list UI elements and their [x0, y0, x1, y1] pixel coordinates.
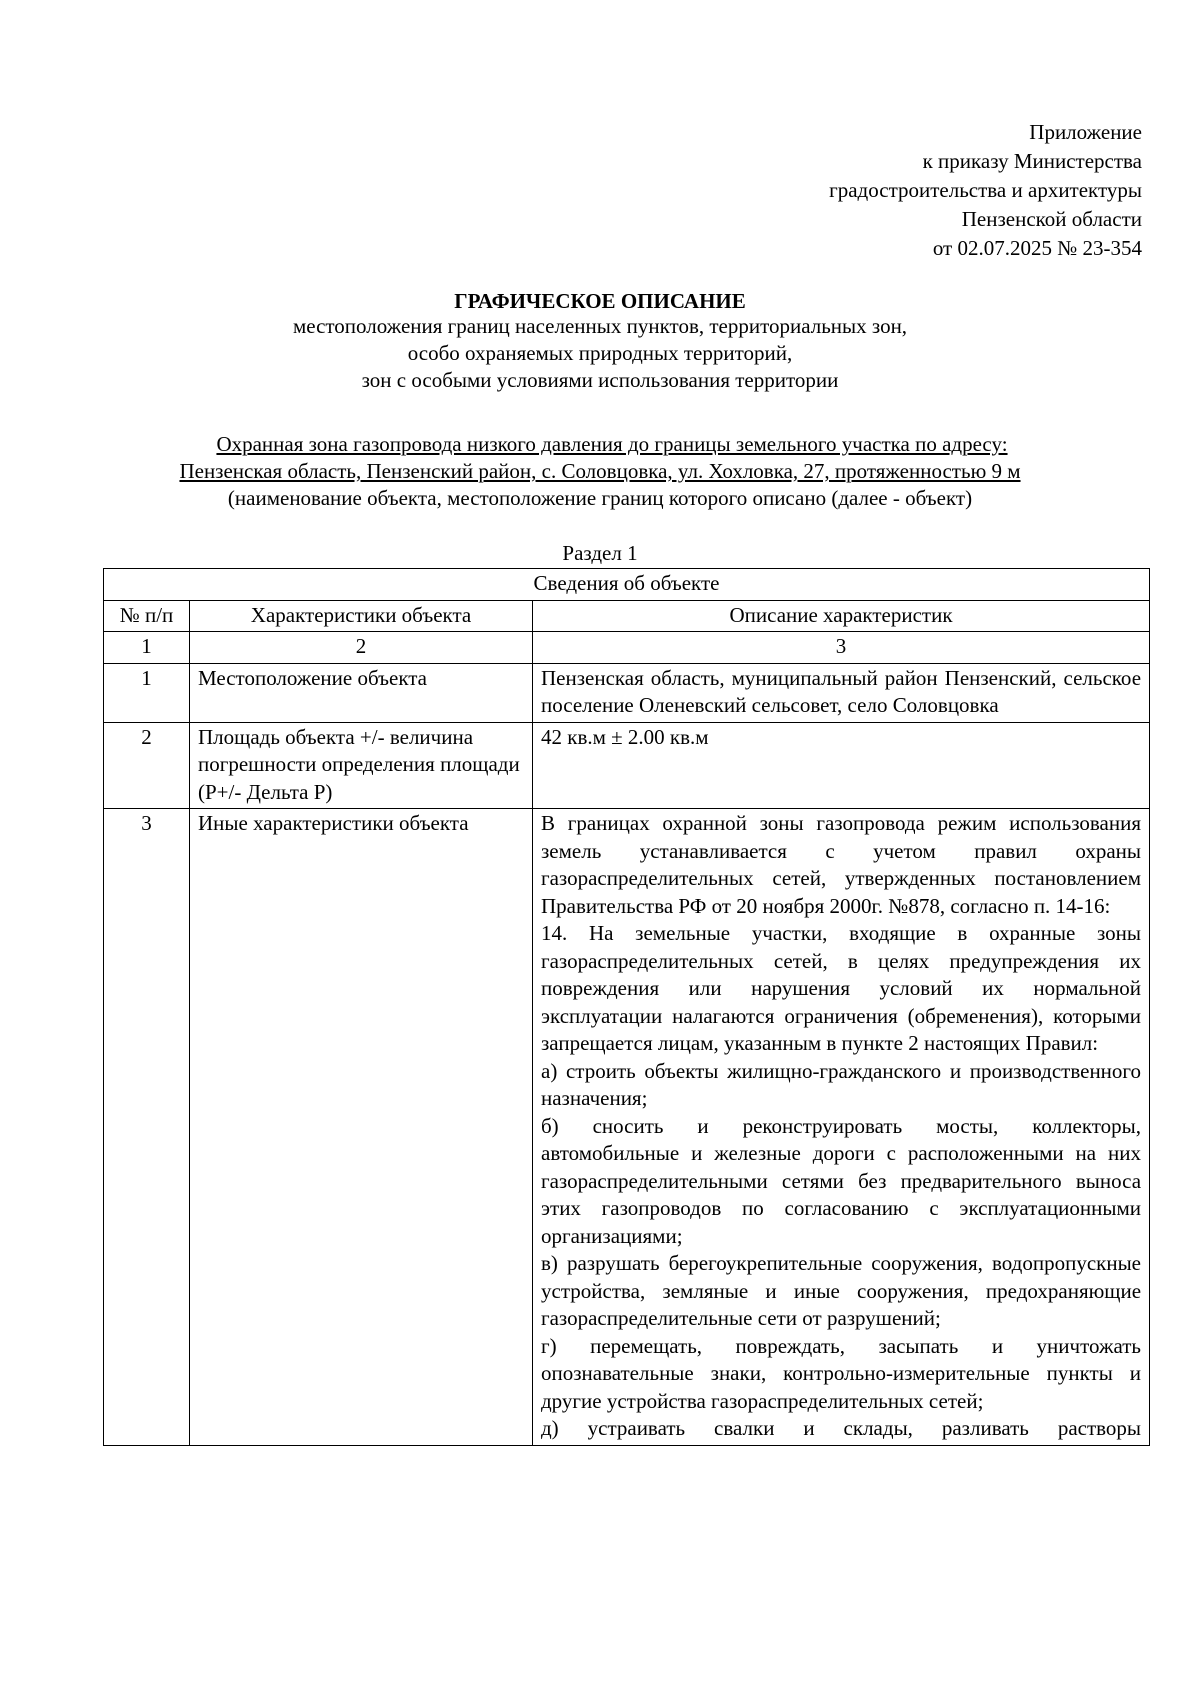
- appendix-line: от 02.07.2025 № 23-354: [932, 236, 1142, 260]
- row-number: 1: [104, 663, 190, 722]
- description-paragraph: а) строить объекты жилищно-гражданского и производственного назначения;: [541, 1058, 1142, 1110]
- description-paragraph: в) разрушать берегоукрепительные сооружения, водопропускные устройства, земляные и иные сооружения, предохраняющие газораспределительные сети от разрушений;: [541, 1251, 1142, 1330]
- object-name-line: Пензенская область, Пензенский район, с. Соловцовка, ул. Хохловка, 27, протяженностью 9 м: [179, 459, 1021, 483]
- appendix-line: к приказу Министерства: [922, 149, 1142, 173]
- subtitle-line: зон с особыми условиями использования территории: [361, 368, 839, 392]
- header-cell-name: Характеристики объекта: [190, 600, 533, 632]
- row-description: [533, 722, 1150, 809]
- row-characteristic: Местоположение объекта: [190, 663, 533, 722]
- object-info-table: [103, 568, 1150, 1446]
- document-subtitle: [0, 313, 1200, 394]
- description-paragraph: 14. На земельные участки, входящие в охранные зоны газораспределительных сетей, в целях предупреждения их повреждения или нарушения условий их нормальной эксплуатации налагаются ограничения (обременения), которыми запрещается лицам, указанным в пункте 2 настоящих Правил:: [541, 921, 1142, 1055]
- column-number-cell: 3: [533, 632, 1150, 664]
- description-paragraph: б) сносить и реконструировать мосты, коллекторы, автомобильные и железные дороги с расположенными на них газораспределительными сетями без предварительного выноса этих газопроводов по согласованию с эксплуатационными организациями;: [541, 1113, 1142, 1248]
- description-paragraph: Пензенская область, муниципальный район Пензенский, сельское поселение Оленевский сельсовет, село Соловцовка: [541, 665, 1142, 717]
- row-number: 2: [104, 722, 190, 809]
- appendix-header: [829, 118, 1142, 263]
- header-cell-num: № п/п: [104, 600, 190, 632]
- description-paragraph: г) перемещать, повреждать, засыпать и уничтожать опознавательные знаки, контрольно-измерительные пункты и другие устройства газораспределительных сетей;: [541, 1333, 1142, 1413]
- table-row: [104, 722, 1150, 809]
- object-name-note: (наименование объекта, местоположение границ которого описано (далее - объект): [227, 486, 973, 510]
- subtitle-line: особо охраняемых природных территорий,: [407, 341, 793, 365]
- object-name-line: Охранная зона газопровода низкого давления до границы земельного участка по адресу:: [216, 432, 1008, 456]
- appendix-line: Приложение: [1029, 120, 1142, 144]
- row-number: 3: [104, 809, 190, 1446]
- description-paragraph: 42 кв.м ± 2.00 кв.м: [541, 724, 709, 749]
- row-description: [533, 663, 1150, 722]
- header-cell-desc: Описание характеристик: [533, 600, 1150, 632]
- column-number-cell: 2: [190, 632, 533, 664]
- document-title: ГРАФИЧЕСКОЕ ОПИСАНИЕ: [454, 289, 746, 313]
- table-caption: Сведения об объекте: [104, 569, 1150, 601]
- subtitle-line: местоположения границ населенных пунктов, территориальных зон,: [292, 314, 908, 338]
- section-label: Раздел 1: [562, 541, 638, 565]
- description-paragraph: д) устраивать свалки и склады, разливать растворы: [541, 1416, 1142, 1440]
- table-row: [104, 663, 1150, 722]
- appendix-line: Пензенской области: [961, 207, 1142, 231]
- row-characteristic: Площадь объекта +/- величина погрешности определения площади (Р+/- Дельта Р): [190, 722, 533, 809]
- description-paragraph: В границах охранной зоны газопровода режим использования земель устанавливается с учетом правил охраны газораспределительных сетей, утвержденных постановлением Правительства РФ от 20 ноября 2000г. №878, согласно п. 14-16:: [541, 811, 1142, 918]
- row-characteristic: Иные характеристики объекта: [190, 809, 533, 1446]
- row-description: [533, 809, 1150, 1446]
- table-row: [104, 809, 1150, 1446]
- appendix-line: градостроительства и архитектуры: [829, 178, 1142, 202]
- column-number-cell: 1: [104, 632, 190, 664]
- object-name-block: [0, 431, 1200, 512]
